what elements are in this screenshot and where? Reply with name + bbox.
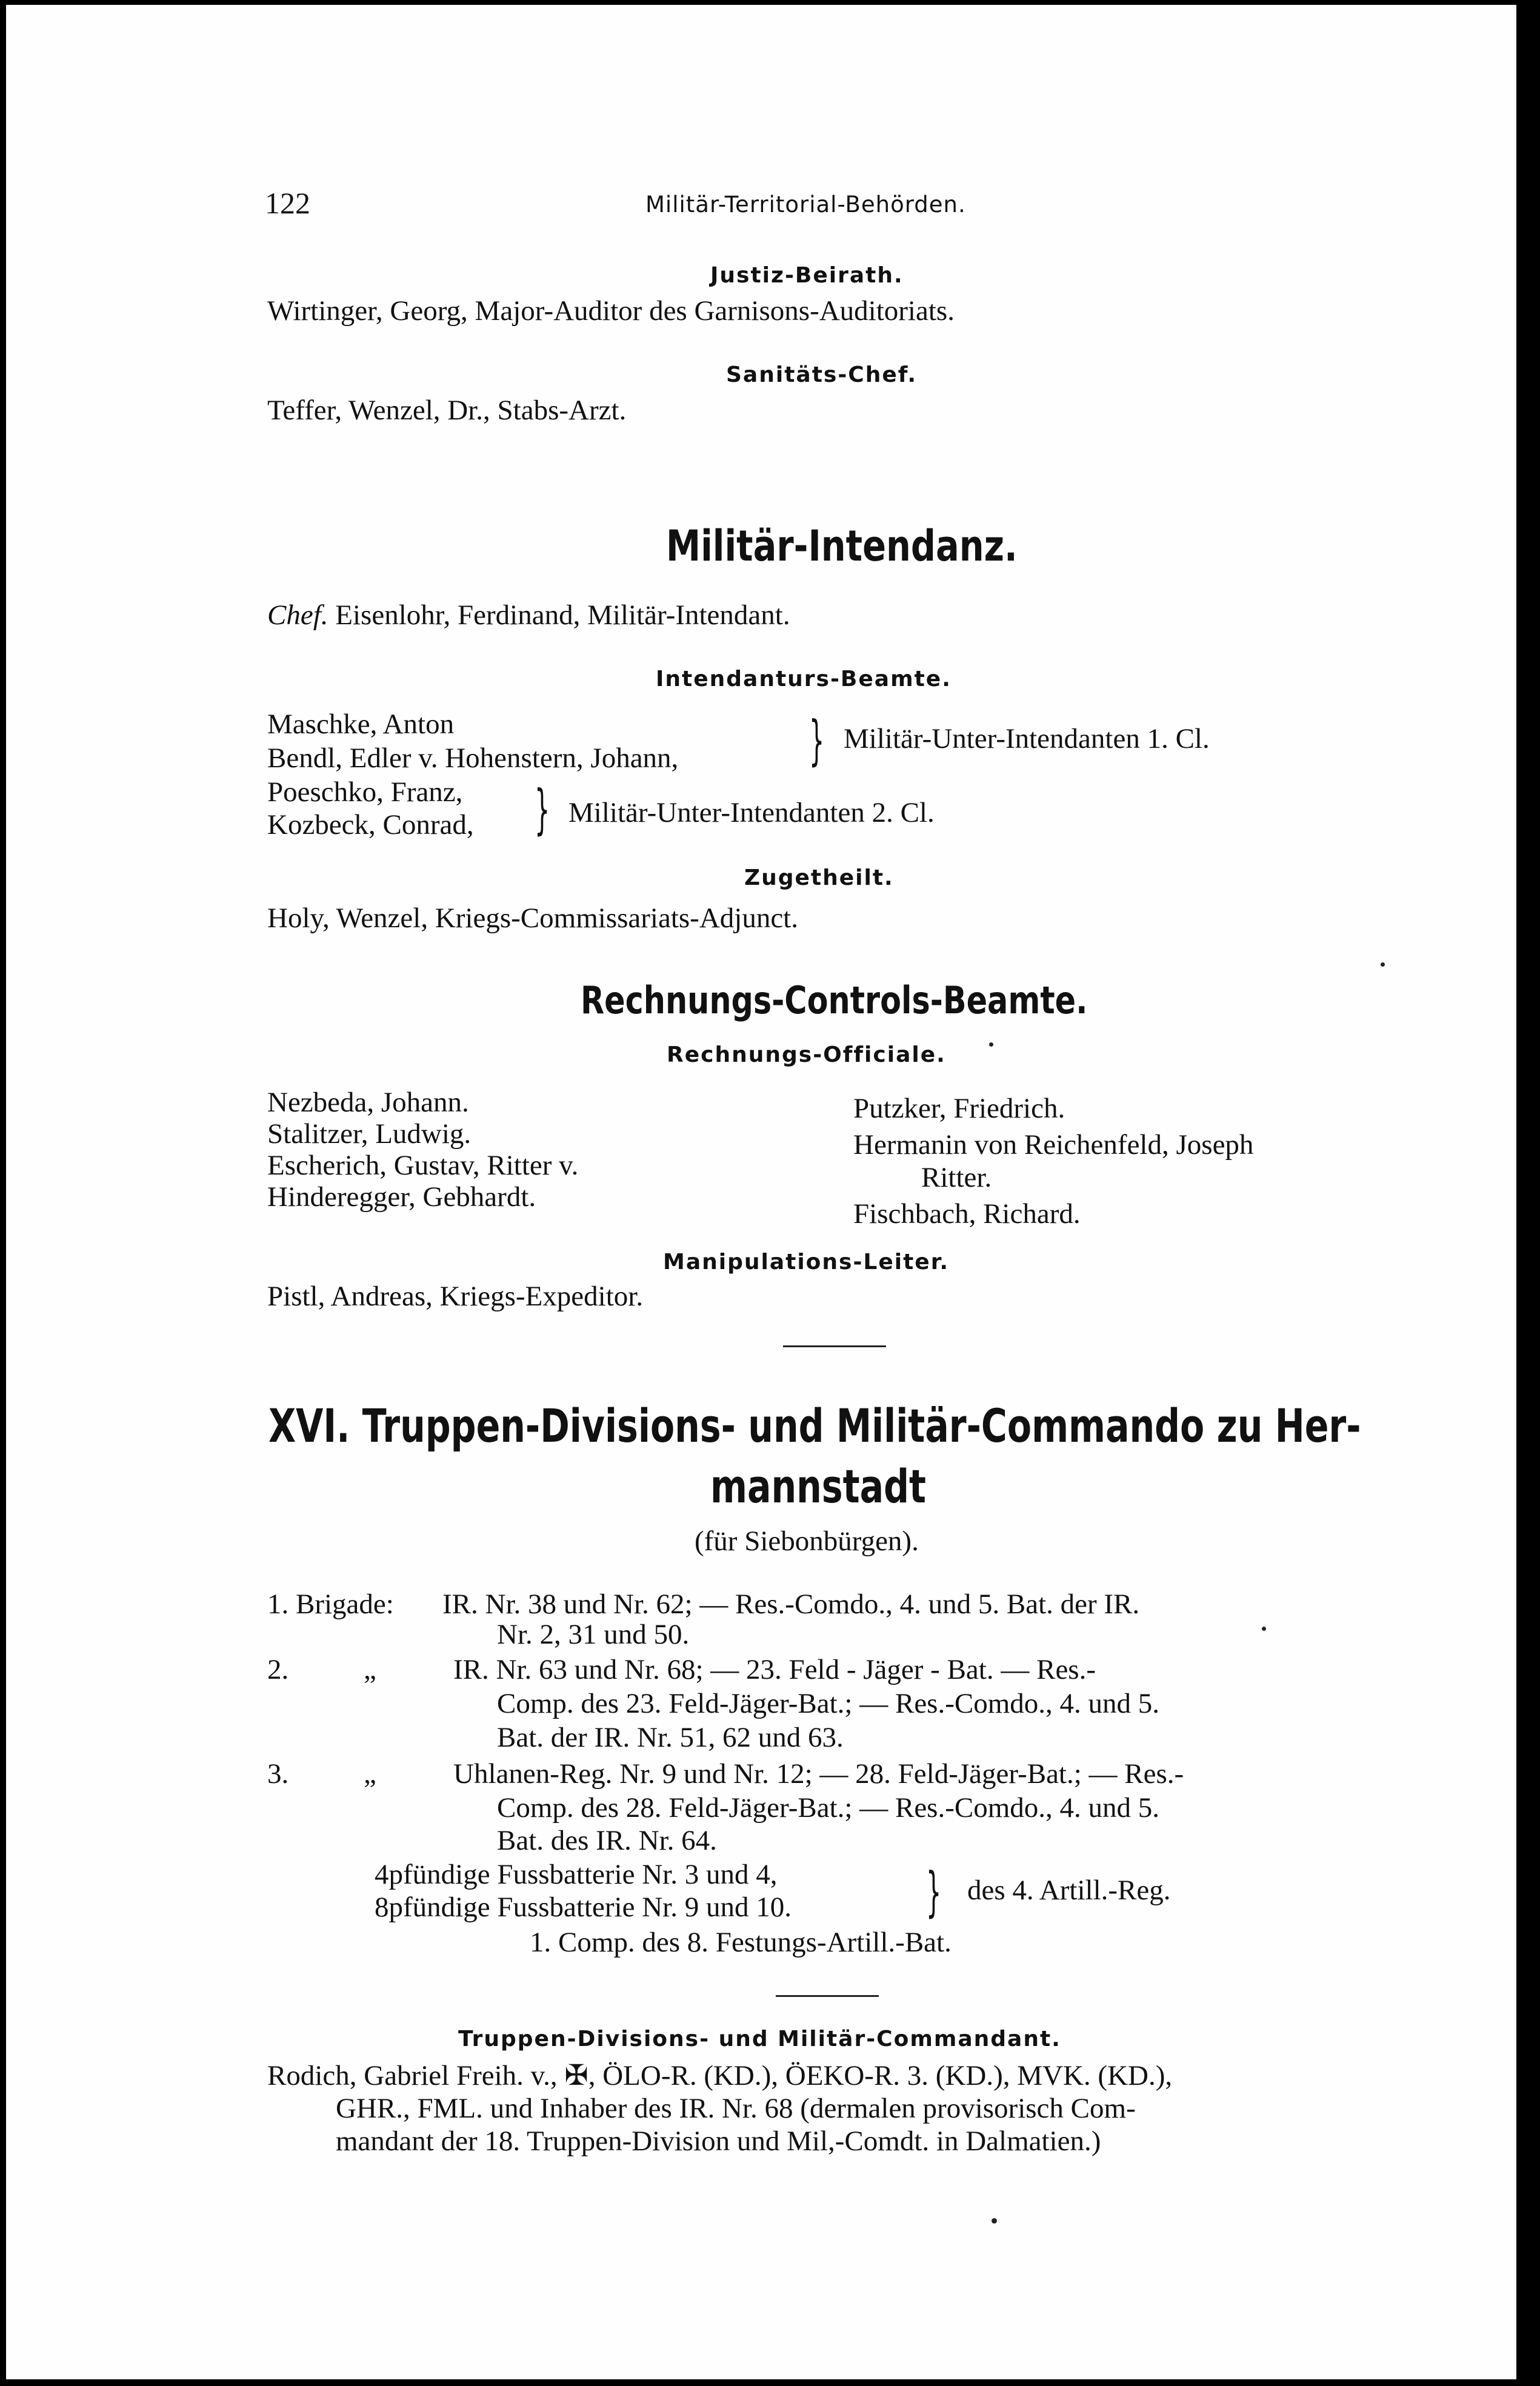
brigade2-line3: Bat. der IR. Nr. 51, 62 und 63. — [497, 1722, 844, 1753]
speck — [992, 2218, 997, 2224]
commandant-heading: Truppen-Divisions- und Militär-Commandant. — [458, 2027, 1061, 2051]
artillery-regiment: des 4. Artill.-Reg. — [967, 1874, 1171, 1906]
brigade1-line1: IR. Nr. 38 und Nr. 62; — Res.-Comdo., 4. und 5. Bat. der IR. — [442, 1588, 1140, 1620]
left-name-4: Hinderegger, Gebhardt. — [267, 1181, 536, 1213]
divider-2 — [776, 1995, 879, 1997]
justiz-heading: Justiz-Beirath. — [710, 263, 904, 288]
running-title: Militär-Territorial-Behörden. — [645, 192, 966, 218]
xvi-subtitle: (für Siebonbürgen). — [695, 1525, 919, 1557]
intendanturs-heading: Intendanturs-Beamte. — [656, 667, 952, 691]
right-name-3: Ritter. — [921, 1162, 992, 1193]
brigade1-label: 1. Brigade: — [267, 1588, 394, 1620]
manip-entry: Pistl, Andreas, Kriegs-Expeditor. — [267, 1281, 644, 1312]
group2-rank: Militär-Unter-Intendanten 2. Cl. — [568, 797, 935, 828]
brigade2-line1: IR. Nr. 63 und Nr. 68; — 23. Feld - Jäger - Bat. — Res.- — [453, 1654, 1096, 1685]
brigade1-line2: Nr. 2, 31 und 50. — [497, 1619, 690, 1650]
right-name-4: Fischbach, Richard. — [853, 1198, 1081, 1230]
brace-artillery: } — [926, 1861, 942, 1923]
left-name-2: Stalitzer, Ludwig. — [267, 1118, 472, 1150]
sanitaets-heading: Sanitäts-Chef. — [726, 362, 918, 387]
xvi-title-line2: mannstadt — [710, 1459, 926, 1513]
festung-line: 1. Comp. des 8. Festungs-Artill.-Bat. — [530, 1927, 952, 1958]
brigade2-num: 2. — [267, 1654, 289, 1685]
brigade3-ditto: „ — [364, 1758, 376, 1790]
speck — [1262, 1627, 1266, 1631]
zugetheilt-heading: Zugetheilt. — [744, 865, 894, 890]
speck — [989, 1042, 993, 1047]
zugetheilt-entry: Holy, Wenzel, Kriegs-Commissariats-Adjunct. — [267, 902, 798, 934]
brigade3-line3: Bat. des IR. Nr. 64. — [497, 1825, 717, 1856]
sanitaets-entry: Teffer, Wenzel, Dr., Stabs-Arzt. — [267, 395, 627, 426]
chef-line — [267, 598, 790, 633]
group2-name-1: Poeschko, Franz, — [267, 776, 463, 808]
group1-name-2: Bendl, Edler v. Hohenstern, Johann, — [267, 742, 679, 774]
brigade3-num: 3. — [267, 1758, 289, 1790]
brigade3-line2: Comp. des 28. Feld-Jäger-Bat.; — Res.-Comdo., 4. und 5. — [497, 1792, 1160, 1824]
commandant-line2: GHR., FML. und Inhaber des IR. Nr. 68 (dermalen provisorisch Com- — [336, 2093, 1136, 2124]
group1-rank: Militär-Unter-Intendanten 1. Cl. — [844, 723, 1210, 755]
page-number: 122 — [265, 186, 310, 220]
artillery-line2: 8pfündige Fussbatterie Nr. 9 und 10. — [375, 1891, 792, 1923]
chef-label: Chef. — [267, 599, 328, 631]
brace-group2: } — [535, 778, 550, 841]
chef-entry: Eisenlohr, Ferdinand, Militär-Intendant. — [335, 599, 790, 631]
brigade2-line2: Comp. des 23. Feld-Jäger-Bat.; — Res.-Comdo., 4. und 5. — [497, 1688, 1160, 1719]
commandant-line1: Rodich, Gabriel Freih. v., ✠, ÖLO-R. (KD.), ÖEKO-R. 3. (KD.), MVK. (KD.), — [267, 2060, 1173, 2091]
speck — [1381, 962, 1385, 967]
brigade3-line1: Uhlanen-Reg. Nr. 9 und Nr. 12; — 28. Feld-Jäger-Bat.; — Res.- — [453, 1758, 1184, 1790]
left-name-3: Escherich, Gustav, Ritter v. — [267, 1150, 579, 1181]
officiale-heading: Rechnungs-Officiale. — [667, 1042, 946, 1067]
group2-name-2: Kozbeck, Conrad, — [267, 809, 474, 841]
right-name-1: Putzker, Friedrich. — [853, 1093, 1065, 1124]
left-name-1: Nezbeda, Johann. — [267, 1087, 469, 1118]
group1-name-1: Maschke, Anton — [267, 708, 455, 740]
intendanz-title: Militär-Intendanz. — [666, 521, 1018, 571]
xvi-title-line1: XVI. Truppen-Divisions- und Militär-Commando zu Her- — [268, 1399, 1361, 1453]
rechnungs-title: Rechnungs-Controls-Beamte. — [581, 978, 1088, 1022]
commandant-line3: mandant der 18. Truppen-Division und Mil,-Comdt. in Dalmatien.) — [336, 2125, 1101, 2157]
document-page — [6, 5, 1516, 2379]
brigade2-ditto: „ — [364, 1654, 376, 1685]
manip-heading: Manipulations-Leiter. — [663, 1250, 950, 1275]
justiz-entry: Wirtinger, Georg, Major-Auditor des Garnisons-Auditoriats. — [267, 295, 955, 327]
divider-1 — [783, 1345, 886, 1347]
brace-group1: } — [809, 709, 825, 771]
artillery-line1: 4pfündige Fussbatterie Nr. 3 und 4, — [375, 1859, 778, 1890]
right-name-2: Hermanin von Reichenfeld, Joseph — [853, 1129, 1254, 1161]
